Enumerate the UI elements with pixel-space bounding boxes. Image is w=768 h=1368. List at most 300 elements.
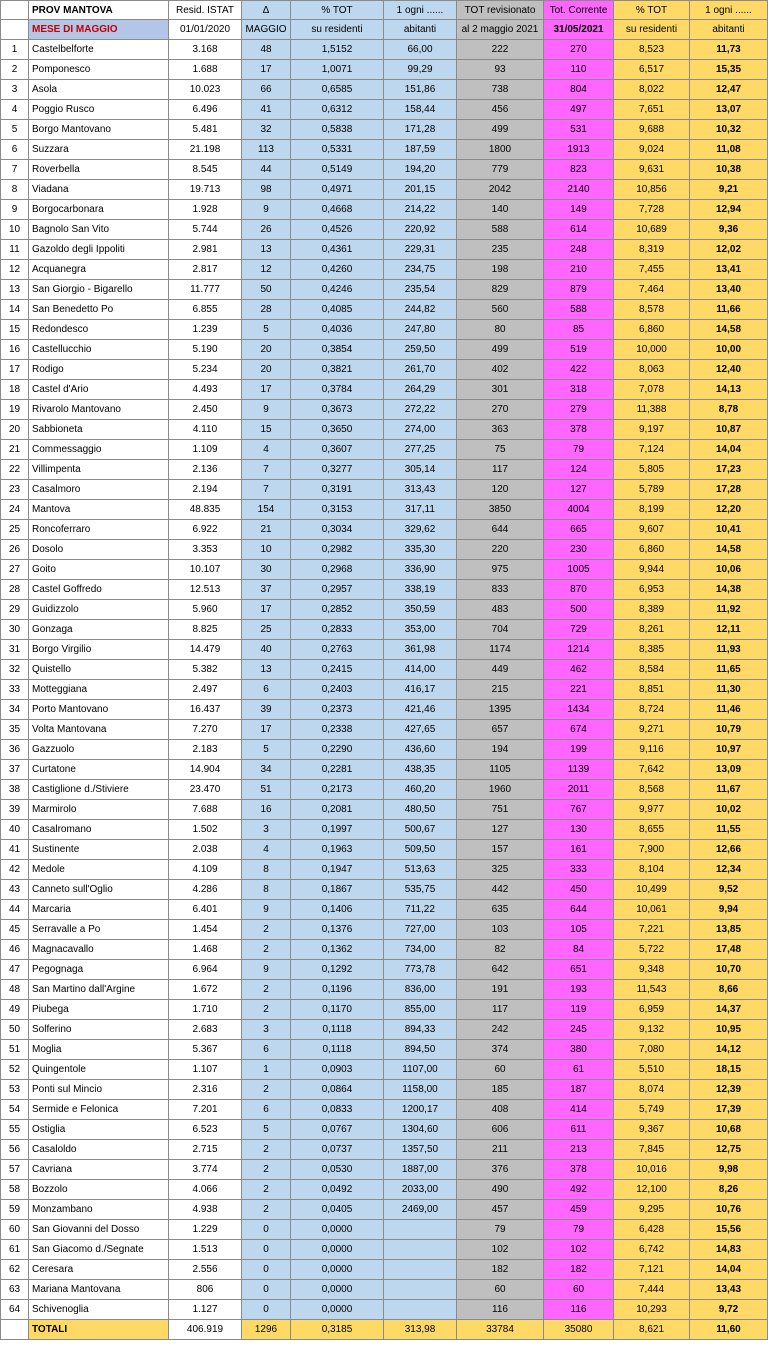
current-cell[interactable]: 245	[544, 1020, 614, 1040]
col-pct2-subheader[interactable]: su residenti	[614, 20, 690, 40]
delta-cell[interactable]: 66	[242, 80, 291, 100]
pct-cell[interactable]: 1,5152	[291, 40, 384, 60]
ogni2-cell[interactable]: 12,39	[690, 1080, 768, 1100]
revised-cell[interactable]: 606	[457, 1120, 544, 1140]
ogni-cell[interactable]: 171,28	[384, 120, 457, 140]
pct-cell[interactable]: 0,3650	[291, 420, 384, 440]
municipality-name[interactable]: Curtatone	[29, 760, 169, 780]
pct-cell[interactable]: 0,0405	[291, 1200, 384, 1220]
pct2-cell[interactable]: 9,116	[614, 740, 690, 760]
residents-cell[interactable]: 1.468	[169, 940, 242, 960]
ogni-cell[interactable]: 158,44	[384, 100, 457, 120]
col-ogni2-subheader[interactable]: abitanti	[690, 20, 768, 40]
pct-cell[interactable]: 0,2982	[291, 540, 384, 560]
residents-cell[interactable]: 1.710	[169, 1000, 242, 1020]
revised-cell[interactable]: 75	[457, 440, 544, 460]
revised-cell[interactable]: 657	[457, 720, 544, 740]
pct2-cell[interactable]: 5,789	[614, 480, 690, 500]
municipality-name[interactable]: Marmirolo	[29, 800, 169, 820]
row-index[interactable]: 50	[1, 1020, 29, 1040]
current-cell[interactable]: 767	[544, 800, 614, 820]
residents-cell[interactable]: 1.107	[169, 1060, 242, 1080]
revised-cell[interactable]: 1174	[457, 640, 544, 660]
residents-cell[interactable]: 5.382	[169, 660, 242, 680]
municipality-name[interactable]: Ostiglia	[29, 1120, 169, 1140]
revised-cell[interactable]: 449	[457, 660, 544, 680]
municipality-name[interactable]: Viadana	[29, 180, 169, 200]
current-cell[interactable]: 149	[544, 200, 614, 220]
pct2-cell[interactable]: 8,851	[614, 680, 690, 700]
revised-cell[interactable]: 738	[457, 80, 544, 100]
residents-cell[interactable]: 48.835	[169, 500, 242, 520]
pct-cell[interactable]: 0,0000	[291, 1280, 384, 1300]
ogni2-cell[interactable]: 8,66	[690, 980, 768, 1000]
ogni-cell[interactable]: 264,29	[384, 380, 457, 400]
ogni2-cell[interactable]: 10,97	[690, 740, 768, 760]
pct2-cell[interactable]: 5,722	[614, 940, 690, 960]
pct2-cell[interactable]: 7,444	[614, 1280, 690, 1300]
ogni2-cell[interactable]: 11,65	[690, 660, 768, 680]
revised-cell[interactable]: 242	[457, 1020, 544, 1040]
revised-cell[interactable]: 829	[457, 280, 544, 300]
pct-cell[interactable]: 0,5149	[291, 160, 384, 180]
pct2-cell[interactable]: 6,742	[614, 1240, 690, 1260]
delta-cell[interactable]: 37	[242, 580, 291, 600]
current-cell[interactable]: 823	[544, 160, 614, 180]
ogni-cell[interactable]: 711,22	[384, 900, 457, 920]
current-cell[interactable]: 199	[544, 740, 614, 760]
revised-cell[interactable]: 157	[457, 840, 544, 860]
delta-cell[interactable]: 4	[242, 840, 291, 860]
ogni-cell[interactable]: 855,00	[384, 1000, 457, 1020]
revised-cell[interactable]: 2042	[457, 180, 544, 200]
current-cell[interactable]: 85	[544, 320, 614, 340]
row-index[interactable]: 24	[1, 500, 29, 520]
row-index[interactable]: 62	[1, 1260, 29, 1280]
municipality-name[interactable]: Acquanegra	[29, 260, 169, 280]
corner-cell[interactable]	[1, 1, 29, 20]
pct-cell[interactable]: 0,0000	[291, 1260, 384, 1280]
row-index[interactable]: 64	[1, 1300, 29, 1320]
row-index[interactable]: 41	[1, 840, 29, 860]
municipality-name[interactable]: Goito	[29, 560, 169, 580]
current-cell[interactable]: 674	[544, 720, 614, 740]
row-index[interactable]: 63	[1, 1280, 29, 1300]
delta-cell[interactable]: 0	[242, 1260, 291, 1280]
municipality-name[interactable]: Mantova	[29, 500, 169, 520]
delta-cell[interactable]: 98	[242, 180, 291, 200]
delta-cell[interactable]: 2	[242, 1080, 291, 1100]
municipality-name[interactable]: Bozzolo	[29, 1180, 169, 1200]
pct2-cell[interactable]: 5,805	[614, 460, 690, 480]
delta-cell[interactable]: 9	[242, 200, 291, 220]
residents-cell[interactable]: 2.183	[169, 740, 242, 760]
ogni-cell[interactable]: 353,00	[384, 620, 457, 640]
current-cell[interactable]: 588	[544, 300, 614, 320]
ogni-cell[interactable]: 259,50	[384, 340, 457, 360]
row-index[interactable]: 29	[1, 600, 29, 620]
row-index[interactable]: 16	[1, 340, 29, 360]
ogni-cell[interactable]: 894,33	[384, 1020, 457, 1040]
ogni-cell[interactable]: 1158,00	[384, 1080, 457, 1100]
row-index[interactable]: 28	[1, 580, 29, 600]
residents-cell[interactable]: 5.744	[169, 220, 242, 240]
row-index[interactable]: 18	[1, 380, 29, 400]
revised-cell[interactable]: 499	[457, 340, 544, 360]
current-cell[interactable]: 79	[544, 440, 614, 460]
ogni-cell[interactable]: 329,62	[384, 520, 457, 540]
pct2-cell[interactable]: 8,319	[614, 240, 690, 260]
municipality-name[interactable]: San Martino dall'Argine	[29, 980, 169, 1000]
row-index[interactable]: 55	[1, 1120, 29, 1140]
corner-cell-2[interactable]	[1, 20, 29, 40]
ogni-cell[interactable]: 416,17	[384, 680, 457, 700]
ogni-cell[interactable]: 1357,50	[384, 1140, 457, 1160]
ogni2-cell[interactable]: 10,41	[690, 520, 768, 540]
current-cell[interactable]: 2140	[544, 180, 614, 200]
current-cell[interactable]: 4004	[544, 500, 614, 520]
municipality-name[interactable]: Piubega	[29, 1000, 169, 1020]
totals-residents[interactable]: 406.919	[169, 1320, 242, 1340]
pct-cell[interactable]: 0,0903	[291, 1060, 384, 1080]
revised-cell[interactable]: 93	[457, 60, 544, 80]
pct-cell[interactable]: 0,4036	[291, 320, 384, 340]
revised-cell[interactable]: 117	[457, 460, 544, 480]
row-index[interactable]: 58	[1, 1180, 29, 1200]
ogni2-cell[interactable]: 10,32	[690, 120, 768, 140]
row-index[interactable]: 53	[1, 1080, 29, 1100]
residents-cell[interactable]: 2.450	[169, 400, 242, 420]
pct2-cell[interactable]: 9,132	[614, 1020, 690, 1040]
delta-cell[interactable]: 10	[242, 540, 291, 560]
municipality-name[interactable]: Sustinente	[29, 840, 169, 860]
delta-cell[interactable]: 17	[242, 380, 291, 400]
residents-cell[interactable]: 3.168	[169, 40, 242, 60]
revised-cell[interactable]: 270	[457, 400, 544, 420]
ogni2-cell[interactable]: 10,38	[690, 160, 768, 180]
revised-cell[interactable]: 376	[457, 1160, 544, 1180]
totals-pct2[interactable]: 8,621	[614, 1320, 690, 1340]
ogni2-cell[interactable]: 9,98	[690, 1160, 768, 1180]
ogni2-cell[interactable]: 9,21	[690, 180, 768, 200]
delta-cell[interactable]: 51	[242, 780, 291, 800]
current-cell[interactable]: 1005	[544, 560, 614, 580]
municipality-name[interactable]: Volta Mantovana	[29, 720, 169, 740]
ogni2-cell[interactable]: 14,58	[690, 320, 768, 340]
pct-cell[interactable]: 0,0737	[291, 1140, 384, 1160]
municipality-name[interactable]: Gazoldo degli Ippoliti	[29, 240, 169, 260]
residents-cell[interactable]: 2.316	[169, 1080, 242, 1100]
municipality-name[interactable]: Asola	[29, 80, 169, 100]
delta-cell[interactable]: 50	[242, 280, 291, 300]
pct2-cell[interactable]: 10,000	[614, 340, 690, 360]
municipality-name[interactable]: Gazzuolo	[29, 740, 169, 760]
current-cell[interactable]: 248	[544, 240, 614, 260]
municipality-name[interactable]: Borgocarbonara	[29, 200, 169, 220]
current-cell[interactable]: 110	[544, 60, 614, 80]
delta-cell[interactable]: 6	[242, 1100, 291, 1120]
ogni-cell[interactable]: 220,92	[384, 220, 457, 240]
ogni2-cell[interactable]: 9,36	[690, 220, 768, 240]
residents-cell[interactable]: 1.672	[169, 980, 242, 1000]
ogni2-cell[interactable]: 10,06	[690, 560, 768, 580]
delta-cell[interactable]: 21	[242, 520, 291, 540]
delta-cell[interactable]: 8	[242, 880, 291, 900]
ogni2-cell[interactable]: 10,87	[690, 420, 768, 440]
ogni-cell[interactable]: 436,60	[384, 740, 457, 760]
pct2-cell[interactable]: 8,568	[614, 780, 690, 800]
ogni-cell[interactable]: 247,80	[384, 320, 457, 340]
ogni2-cell[interactable]: 10,68	[690, 1120, 768, 1140]
row-index[interactable]: 5	[1, 120, 29, 140]
pct2-cell[interactable]: 11,388	[614, 400, 690, 420]
current-cell[interactable]: 318	[544, 380, 614, 400]
row-index[interactable]: 51	[1, 1040, 29, 1060]
row-index[interactable]: 39	[1, 800, 29, 820]
ogni2-cell[interactable]: 14,04	[690, 1260, 768, 1280]
ogni2-cell[interactable]: 17,39	[690, 1100, 768, 1120]
residents-cell[interactable]: 1.109	[169, 440, 242, 460]
ogni2-cell[interactable]: 9,94	[690, 900, 768, 920]
ogni-cell[interactable]: 836,00	[384, 980, 457, 1000]
delta-cell[interactable]: 8	[242, 860, 291, 880]
pct-cell[interactable]: 0,1406	[291, 900, 384, 920]
municipality-name[interactable]: Ceresara	[29, 1260, 169, 1280]
residents-cell[interactable]: 5.367	[169, 1040, 242, 1060]
municipality-name[interactable]: Borgo Virgilio	[29, 640, 169, 660]
revised-cell[interactable]: 1960	[457, 780, 544, 800]
ogni2-cell[interactable]: 9,52	[690, 880, 768, 900]
delta-cell[interactable]: 39	[242, 700, 291, 720]
municipality-name[interactable]: Villimpenta	[29, 460, 169, 480]
pct2-cell[interactable]: 6,428	[614, 1220, 690, 1240]
revised-cell[interactable]: 363	[457, 420, 544, 440]
row-index[interactable]: 4	[1, 100, 29, 120]
ogni-cell[interactable]	[384, 1260, 457, 1280]
ogni2-cell[interactable]: 17,28	[690, 480, 768, 500]
row-index[interactable]: 8	[1, 180, 29, 200]
row-index[interactable]: 34	[1, 700, 29, 720]
municipality-name[interactable]: Solferino	[29, 1020, 169, 1040]
current-cell[interactable]: 1913	[544, 140, 614, 160]
revised-cell[interactable]: 60	[457, 1280, 544, 1300]
revised-cell[interactable]: 588	[457, 220, 544, 240]
ogni-cell[interactable]: 1887,00	[384, 1160, 457, 1180]
municipality-name[interactable]: Quingentole	[29, 1060, 169, 1080]
row-index[interactable]: 2	[1, 60, 29, 80]
pct2-cell[interactable]: 8,523	[614, 40, 690, 60]
revised-cell[interactable]: 560	[457, 300, 544, 320]
pct2-cell[interactable]: 8,063	[614, 360, 690, 380]
pct2-cell[interactable]: 7,642	[614, 760, 690, 780]
pct-cell[interactable]: 0,2081	[291, 800, 384, 820]
revised-cell[interactable]: 644	[457, 520, 544, 540]
pct2-cell[interactable]: 6,953	[614, 580, 690, 600]
delta-cell[interactable]: 154	[242, 500, 291, 520]
pct-cell[interactable]: 0,2415	[291, 660, 384, 680]
residents-cell[interactable]: 16.437	[169, 700, 242, 720]
revised-cell[interactable]: 490	[457, 1180, 544, 1200]
revised-cell[interactable]: 82	[457, 940, 544, 960]
municipality-name[interactable]: Casalromano	[29, 820, 169, 840]
ogni2-cell[interactable]: 10,02	[690, 800, 768, 820]
ogni-cell[interactable]: 201,15	[384, 180, 457, 200]
pct2-cell[interactable]: 9,977	[614, 800, 690, 820]
municipality-name[interactable]: Casalmoro	[29, 480, 169, 500]
pct-cell[interactable]: 0,2173	[291, 780, 384, 800]
ogni2-cell[interactable]: 12,34	[690, 860, 768, 880]
pct-cell[interactable]: 0,2968	[291, 560, 384, 580]
municipality-name[interactable]: Castellucchio	[29, 340, 169, 360]
residents-cell[interactable]: 1.127	[169, 1300, 242, 1320]
table-title[interactable]: PROV MANTOVA	[29, 1, 169, 20]
pct2-cell[interactable]: 8,074	[614, 1080, 690, 1100]
residents-cell[interactable]: 19.713	[169, 180, 242, 200]
row-index[interactable]: 59	[1, 1200, 29, 1220]
pct-cell[interactable]: 0,4526	[291, 220, 384, 240]
municipality-name[interactable]: Castel d'Ario	[29, 380, 169, 400]
delta-cell[interactable]: 2	[242, 1140, 291, 1160]
delta-cell[interactable]: 40	[242, 640, 291, 660]
current-cell[interactable]: 492	[544, 1180, 614, 1200]
ogni-cell[interactable]: 361,98	[384, 640, 457, 660]
residents-cell[interactable]: 4.110	[169, 420, 242, 440]
pct2-cell[interactable]: 7,464	[614, 280, 690, 300]
pct-cell[interactable]: 0,5331	[291, 140, 384, 160]
delta-cell[interactable]: 2	[242, 920, 291, 940]
delta-cell[interactable]: 9	[242, 900, 291, 920]
delta-cell[interactable]: 20	[242, 340, 291, 360]
municipality-name[interactable]: Rodigo	[29, 360, 169, 380]
current-cell[interactable]: 187	[544, 1080, 614, 1100]
revised-cell[interactable]: 457	[457, 1200, 544, 1220]
current-cell[interactable]: 270	[544, 40, 614, 60]
pct-cell[interactable]: 0,1292	[291, 960, 384, 980]
current-cell[interactable]: 651	[544, 960, 614, 980]
pct2-cell[interactable]: 7,728	[614, 200, 690, 220]
municipality-name[interactable]: San Giorgio - Bigarello	[29, 280, 169, 300]
delta-cell[interactable]: 6	[242, 1040, 291, 1060]
current-cell[interactable]: 729	[544, 620, 614, 640]
residents-cell[interactable]: 1.454	[169, 920, 242, 940]
municipality-name[interactable]: Ponti sul Mincio	[29, 1080, 169, 1100]
delta-cell[interactable]: 12	[242, 260, 291, 280]
col-residents-subheader[interactable]: 01/01/2020	[169, 20, 242, 40]
col-ogni2-header[interactable]: 1 ogni ......	[690, 1, 768, 20]
pct2-cell[interactable]: 10,689	[614, 220, 690, 240]
delta-cell[interactable]: 15	[242, 420, 291, 440]
ogni-cell[interactable]: 336,90	[384, 560, 457, 580]
current-cell[interactable]: 127	[544, 480, 614, 500]
revised-cell[interactable]: 499	[457, 120, 544, 140]
ogni2-cell[interactable]: 11,30	[690, 680, 768, 700]
ogni2-cell[interactable]: 11,93	[690, 640, 768, 660]
pct2-cell[interactable]: 7,455	[614, 260, 690, 280]
delta-cell[interactable]: 30	[242, 560, 291, 580]
delta-cell[interactable]: 13	[242, 660, 291, 680]
current-cell[interactable]: 124	[544, 460, 614, 480]
revised-cell[interactable]: 704	[457, 620, 544, 640]
pct-cell[interactable]: 0,2373	[291, 700, 384, 720]
row-index[interactable]: 38	[1, 780, 29, 800]
pct2-cell[interactable]: 8,104	[614, 860, 690, 880]
pct-cell[interactable]: 0,1963	[291, 840, 384, 860]
pct-cell[interactable]: 0,3191	[291, 480, 384, 500]
row-index[interactable]: 44	[1, 900, 29, 920]
ogni2-cell[interactable]: 13,09	[690, 760, 768, 780]
residents-cell[interactable]: 2.136	[169, 460, 242, 480]
col-pct-subheader[interactable]: su residenti	[291, 20, 384, 40]
revised-cell[interactable]: 220	[457, 540, 544, 560]
municipality-name[interactable]: San Giovanni del Dosso	[29, 1220, 169, 1240]
ogni2-cell[interactable]: 13,07	[690, 100, 768, 120]
pct-cell[interactable]: 0,2403	[291, 680, 384, 700]
municipality-name[interactable]: Magnacavallo	[29, 940, 169, 960]
municipality-name[interactable]: Roverbella	[29, 160, 169, 180]
delta-cell[interactable]: 2	[242, 1200, 291, 1220]
residents-cell[interactable]: 2.194	[169, 480, 242, 500]
delta-cell[interactable]: 9	[242, 960, 291, 980]
row-index[interactable]: 46	[1, 940, 29, 960]
revised-cell[interactable]: 442	[457, 880, 544, 900]
revised-cell[interactable]: 635	[457, 900, 544, 920]
revised-cell[interactable]: 301	[457, 380, 544, 400]
municipality-name[interactable]: San Giacomo d./Segnate	[29, 1240, 169, 1260]
row-index[interactable]: 20	[1, 420, 29, 440]
delta-cell[interactable]: 2	[242, 980, 291, 1000]
ogni-cell[interactable]: 313,43	[384, 480, 457, 500]
residents-cell[interactable]: 806	[169, 1280, 242, 1300]
ogni-cell[interactable]: 272,22	[384, 400, 457, 420]
ogni-cell[interactable]: 414,00	[384, 660, 457, 680]
ogni-cell[interactable]: 1107,00	[384, 1060, 457, 1080]
col-ogni-subheader[interactable]: abitanti	[384, 20, 457, 40]
current-cell[interactable]: 79	[544, 1220, 614, 1240]
row-index[interactable]: 11	[1, 240, 29, 260]
residents-cell[interactable]: 5.960	[169, 600, 242, 620]
pct-cell[interactable]: 0,0767	[291, 1120, 384, 1140]
pct2-cell[interactable]: 9,197	[614, 420, 690, 440]
ogni-cell[interactable]: 734,00	[384, 940, 457, 960]
residents-cell[interactable]: 2.981	[169, 240, 242, 260]
delta-cell[interactable]: 26	[242, 220, 291, 240]
residents-cell[interactable]: 7.270	[169, 720, 242, 740]
delta-cell[interactable]: 32	[242, 120, 291, 140]
municipality-name[interactable]: Castiglione d./Stiviere	[29, 780, 169, 800]
row-index[interactable]: 33	[1, 680, 29, 700]
delta-cell[interactable]: 25	[242, 620, 291, 640]
current-cell[interactable]: 450	[544, 880, 614, 900]
revised-cell[interactable]: 975	[457, 560, 544, 580]
pct2-cell[interactable]: 9,688	[614, 120, 690, 140]
current-cell[interactable]: 870	[544, 580, 614, 600]
pct2-cell[interactable]: 10,016	[614, 1160, 690, 1180]
row-index[interactable]: 35	[1, 720, 29, 740]
ogni2-cell[interactable]: 17,23	[690, 460, 768, 480]
revised-cell[interactable]: 79	[457, 1220, 544, 1240]
pct-cell[interactable]: 0,2957	[291, 580, 384, 600]
col-delta-header[interactable]: Δ	[242, 1, 291, 20]
row-index[interactable]: 3	[1, 80, 29, 100]
residents-cell[interactable]: 10.107	[169, 560, 242, 580]
totals-label[interactable]: TOTALI	[29, 1320, 169, 1340]
pct-cell[interactable]: 0,2852	[291, 600, 384, 620]
ogni2-cell[interactable]: 13,41	[690, 260, 768, 280]
revised-cell[interactable]: 374	[457, 1040, 544, 1060]
revised-cell[interactable]: 642	[457, 960, 544, 980]
delta-cell[interactable]: 20	[242, 360, 291, 380]
row-index[interactable]: 9	[1, 200, 29, 220]
